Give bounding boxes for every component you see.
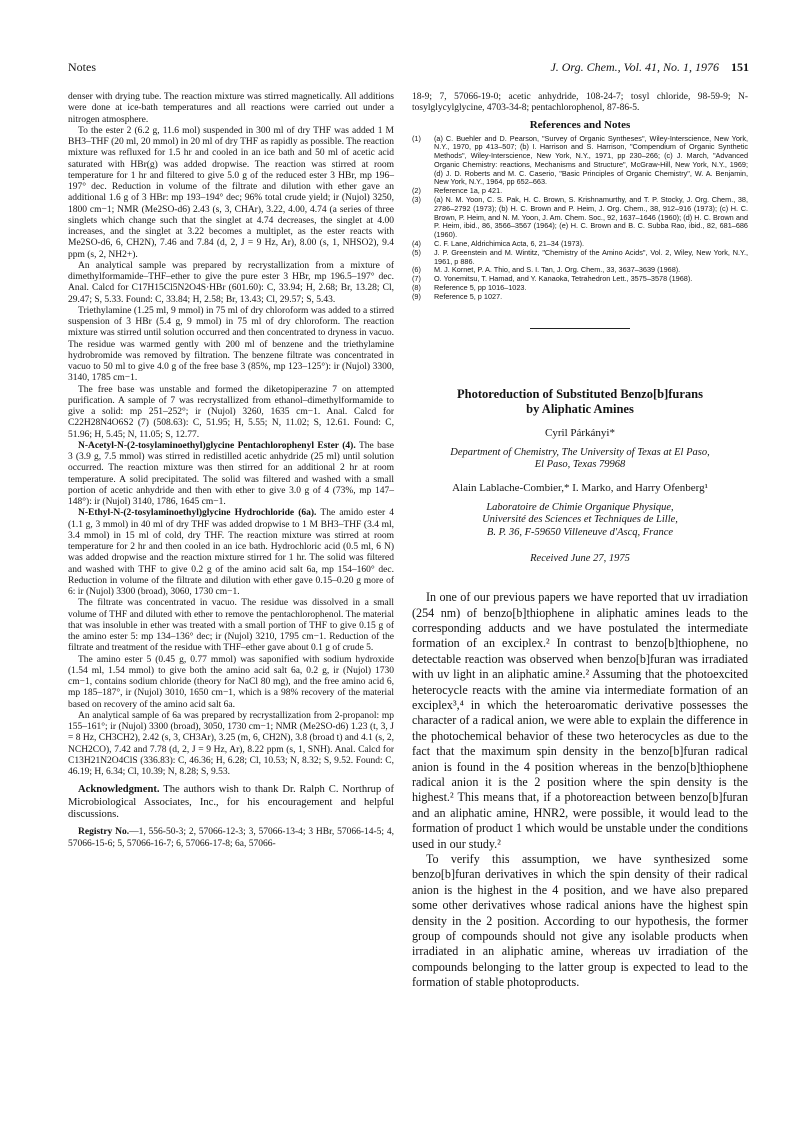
page-number: 151	[731, 60, 749, 74]
author: Cyril Párkányi*	[545, 426, 615, 439]
reference-text: O. Yonemitsu, T. Hamad, and Y. Kanaoka, Tetrahedron Lett., 3575–3578 (1968).	[434, 274, 693, 284]
reference-text: (a) N. M. Yoon, C. S. Pak, H. C. Brown, S. Krishnamurthy, and T. P. Stocky, J. Org. Chem., 38, 2786–2792 (1973); (b) H. C. Brown and P. Heim, J. Org. Chem., 38, 912–916 (1973); (c) H. C. Brown, P. Heim, and N. M. Yoon, J. Am. Chem. Soc., 92, 1637–1646 (1960); (d) H. C. Brown and P. Heim, ibid., 86, 3566–3567 (1964); (e) H. C. Brown and B. C. Subba Rao, ibid., 82, 681–686 (1960).	[434, 195, 748, 240]
reference-number: (3)	[412, 195, 421, 205]
reference-number: (8)	[412, 283, 421, 293]
title-line: by Aliphatic Amines	[526, 401, 634, 416]
paragraph: denser with drying tube. The reaction mixture was stirred magnetically. All additions were done at ice-bath temperatures and all reactions were carried out under a nitrogen atmosphere.	[68, 92, 394, 125]
reference-text: M. J. Kornet, P. A. Thio, and S. I. Tan, J. Org. Chem., 33, 3637–3639 (1968).	[434, 265, 681, 275]
reference-text: (a) C. Buehler and D. Pearson, "Survey of Organic Syntheses", Wiley-Interscience, New York, N.Y., 1970, pp 413–507; (b) I. Harrison and S. Harrison, "Compendium of Organic Synthetic Methods", Wiley-Interscience, New York, N.Y., 1971, pp 230–266; (c) J. March, "Advanced Organic Chemistry: reactions, Mechanisms and Structure", McGraw-Hill, New York, N.Y., 1969; (d) J. D. Roberts and M. C. Caserio, "Basic Principles of Organic Chemistry", W. A. Benjamin, New York, N.Y., 1964, pp 652–663.	[434, 133, 748, 187]
reference-text: C. F. Lane, Aldrichimica Acta, 6, 21–34 (1973).	[434, 239, 585, 249]
reference-number: (1)	[412, 133, 421, 143]
reference-text: Reference 5, pp 1016–1023.	[434, 283, 527, 293]
journal-name: J. Org. Chem., Vol. 41, No. 1, 1976	[550, 60, 719, 74]
reference-item	[412, 196, 748, 240]
reference-number: (6)	[412, 265, 421, 275]
paragraph: An analytical sample of 6a was prepared by recrystallization from 2-propanol: mp 155–161°; ir (Nujol) 3300 (broad), 3050, 1730 cm−1; NMR (Me2SO-d6) 1.23 (t, 3, J = 8 Hz, CH3CH2), 2.42 (s, 3, CH3Ar), 3.25 (m, 6, CH2N), 3.8 (broad t) and 4.1 (s, 2, NCH2CO), 7.42 and 7.78 (d, 2, J = 9 Hz, Ar), 8.22 ppm (s, 1, SNH). Anal. Calcd for C13H21N2O4ClS (336.83): C, 46.36; H, 6.28; Cl, 10.53; N, 8.32; S, 9.52. Found: C, 46.19; H, 6.34; Cl, 10.39; N, 8.28; S, 9.53.	[68, 710, 394, 777]
journal-citation	[550, 60, 749, 75]
references-list	[412, 135, 748, 302]
reference-number: (5)	[412, 247, 421, 257]
title-line: Photoreduction of Substituted Benzo[b]furans	[457, 386, 703, 401]
affiliation-line: Laboratoire de Chimie Organique Physique,	[486, 501, 674, 513]
paragraph	[68, 441, 394, 509]
reference-number: (4)	[412, 239, 421, 249]
affiliation-line: Université des Sciences et Techniques de Lille,	[482, 514, 678, 526]
affiliation-line: Department of Chemistry, The University of Texas at El Paso,	[450, 446, 710, 458]
paragraph: The amino ester 5 (0.45 g, 0.77 mmol) was saponified with sodium hydroxide (1.54 ml, 1.54 mmol) to give both the amino acid salt 6a, 0.2 g, ir (Nujol) 1730 cm−1, contains sodium chloride (theory for NaCl 80 mg), and the free amino acid 6, mp 185–187°, ir (Nujol) 3010, 1650 cm−1, which is a 98% recovery of the material based on recovery of the amino acid salt 6a.	[68, 654, 394, 710]
paragraph-text: The amido ester 4 (1.1 g, 3 mmol) in 40 ml of dry THF was added dropwise to 1 M BH3–THF (3.4 ml, 3.4 mmol) in 15 ml of cold, dry THF. The reaction mixture was stirred at room temperature for 2 hr and then cooled in an ice bath. Hydrochloric acid (0.5 ml, 6 N) was added dropwise and the reaction mixture stirred for 1 hr. The solid was filtered and washed with THF to give 0.2 g of the amino acid salt 6a, mp 154–160° dec. Reduction in volume of the filtrate and dilution with ether gave 0.15–0.20 g more of 6: ir (Nujol) 3300 (broad), 3060, 1730 cm−1.	[68, 508, 394, 597]
reference-text: Reference 1a, p 421.	[434, 186, 503, 196]
received-date: Received June 27, 1975	[530, 553, 630, 565]
section-label: Notes	[68, 60, 96, 74]
authors: Alain Lablache-Combier,* I. Marko, and Harry Ofenberg¹	[452, 481, 708, 494]
section-heading: N-Ethyl-N-(2-tosylaminoethyl)glycine Hydrochloride (6a).	[78, 508, 317, 519]
registry-text: —1, 556-50-3; 2, 57066-12-3; 3, 57066-13-4; 3 HBr, 57066-14-5; 4, 57066-15-6; 5, 57066-16-7; 6, 57066-17-8; 6a, 57066-	[68, 827, 394, 849]
section-divider	[530, 328, 630, 329]
right-column	[412, 92, 748, 991]
registry-heading: Registry No.	[78, 827, 130, 838]
reference-item	[412, 249, 748, 267]
paragraph: Triethylamine (1.25 ml, 9 mmol) in 75 ml of dry chloroform was added to a stirred suspension of 3 HBr (5.4 g, 9 mmol) in 75 ml of dry chloroform. The reaction mixture was stirred until solution occurred and then concentrated to dryness in vacuo. The residue was warmed gently with 200 ml of benzene and the triethylamine hydrobromide was removed by filtration. The benzene filtrate was concentrated in vacuo to 50 ml to give 4.0 g of the free base 3 (85%, mp 123–125°): ir (Nujol) 3300, 3140, 1785 cm−1.	[68, 305, 394, 384]
left-column	[68, 92, 394, 850]
affiliation	[412, 447, 748, 472]
registry-numbers	[68, 827, 394, 850]
reference-text: J. P. Greenstein and M. Wintitz, "Chemistry of the Amino Acids", Vol. 2, Wiley, New York, N.Y., 1961, p 886.	[434, 247, 748, 266]
affiliation	[412, 502, 748, 540]
paragraph: To verify this assumption, we have synthesized some benzo[b]furan derivatives in which the spin density of their radical anion is the highest in the 4 position, and we have also prepared some other derivatives whose radical anions have the highest spin density in the 2 position. According to our hypothesis, the former group of compounds should not give any isolable products when irradiated in an aliphatic amine, whereas uv irradiation of the compounds belonging to the latter group is expected to lead to the formation of stable photoproducts.	[412, 852, 748, 990]
paragraph	[68, 508, 394, 598]
reference-item	[412, 135, 748, 188]
running-header	[68, 60, 749, 76]
paragraph: An analytical sample was prepared by recrystallization from a mixture of dimethylformamide–THF–ether to give the pure ester 3 HBr, mp 196.5–197° dec. Anal. Calcd for C17H15Cl5N2O4S·HBr (601.60): C, 33.94; H, 2.68; Br, 13.28; Cl, 29.47; S, 5.33. Found: C, 33.84; H, 2.58; Br, 13.43; Cl, 29.57; S, 5.43.	[68, 260, 394, 305]
acknowledgment	[68, 784, 394, 821]
paragraph: The filtrate was concentrated in vacuo. The residue was dissolved in a small volume of THF and diluted with ether to remove the pentachlorophenol. The material that was insoluble in ether was treated with a small portion of THF to give 0.15 g of the amino ester 5: mp 134–136° dec; ir (Nujol) 3210, 1795 cm−1. Reduction of the filtrate and treatment of the residue with THF–ether gave about 0.1 g of crude 5.	[68, 598, 394, 654]
reference-number: (9)	[412, 291, 421, 301]
affiliation-line: El Paso, Texas 79968	[534, 459, 626, 471]
acknowledgment-heading: Acknowledgment.	[78, 784, 160, 796]
section-heading: N-Acetyl-N-(2-tosylaminoethyl)glycine Pentachlorophenyl Ester (4).	[78, 440, 356, 451]
paragraph-text: The base 3 (3.9 g, 7.5 mmol) was stirred in redistilled acetic anhydride (25 ml) until solution occurred. The reaction mixture was then stirred for an additional 2 hr at room temperature. A solid precipitated. The solid was filtered and washed with a small portion of acetic anhydride and then with ether to give 3.0 g of 4 (73%, mp 147–148°): ir (Nujol) 3140, 1786, 1645 cm−1.	[68, 440, 395, 507]
paragraph: In one of our previous papers we have reported that uv irradiation (254 nm) of benzo[b]thiophene in aliphatic amines leads to the corresponding adducts and we have postulated the intermediate formation of an exciplex.² In contrast to benzo[b]thiophene, no detectable reaction was observed when benzo[b]furan was irradiated with uv light in an aliphatic amine.² Assuming that the photoexcited heterocycle reacts with the amine via intermediate formation of an exciplex³,⁴ in which the heteroaromatic derivative possesses the character of a radical anion, we were able to explain the difference in the photochemical behavior of these two heterocycles as due to the fact that the maximum spin density in the benzo[b]furan radical anion is found in the 4 position whereas in the benzo[b]thiophene radical anion it is the 2 position where the spin density is the highest.² This means that, if a photoreaction between benzo[b]furan and an aliphatic amine, HNR2, were possible, it would lead to the formation of product 1 which would be unstable under the conditions used in our study.²	[412, 590, 748, 851]
article-title	[412, 387, 748, 417]
acknowledgment-text: The authors wish to thank Dr. Ralph C. Northrup of Microbiological Associates, Inc., for his encouragement and helpful discussions.	[68, 784, 394, 821]
reference-text: Reference 5, p 1027.	[434, 291, 503, 301]
reference-item	[412, 293, 748, 302]
reference-number: (7)	[412, 274, 421, 284]
references-title: References and Notes	[529, 118, 631, 131]
paragraph: To the ester 2 (6.2 g, 11.6 mol) suspended in 300 ml of dry THF was added 1 M BH3–THF (20 ml, 20 mmol) in 20 ml of dry THF as rapidly as possible. The reaction mixture was refluxed for 1.5 hr and cooled in an ice bath and 50 ml of acetic acid saturated with HBr(g) was added dropwise. The reaction was stirred at room temperature for 1 hr and filtered to give 5.0 g of the reduced ester 3 HBr, mp 196–197° dec. Reduction in volume of the filtrate and dilution with ether gave an additional 1.6 g of 3 HBr: mp 193–194° dec; 96% total crude yield; ir (Nujol) 3250, 1800 cm−1; NMR (Me2SO-d6) 2.43 (s, 3, CHAr), 3.22, 4.00, 4.74 (a series of three singlets which change such that the singlet at 4.74 decreases, the singlet at 4.00 increases, and the singlet at 3.22 becomes a multiplet, as the ester reacts with Me2SO-d6, 6, CH2N), 7.46 and 7.84 (d, 2, J = 9 Hz, Ar), 8.00 (s, 1, NHSO2), 9.4 ppm (s, 2, NH2+).	[68, 125, 394, 260]
article-body	[412, 590, 748, 991]
registry-continuation: 18-9; 7, 57066-19-0; acetic anhydride, 108-24-7; tosyl chloride, 98-59-9; N-tosylglycylglycine, 4703-34-8; pentachlorophenol, 87-86-5.	[412, 92, 748, 114]
reference-number: (2)	[412, 186, 421, 196]
paragraph: The free base was unstable and formed the diketopiperazine 7 on attempted purification. A sample of 7 was recrystallized from ethanol–dimethylformamide to give a solid: mp 251–252°; ir (Nujol) 3260, 1635 cm−1. Anal. Calcd for C22H28N4O6S2 (7) (508.63): C, 51.95; H, 5.55; N, 11.02; S, 12.61. Found: C, 51.96; H, 5.45; N, 11.05; S, 12.77.	[68, 384, 394, 440]
affiliation-line: B. P. 36, F-59650 Villeneuve d'Ascq, France	[486, 526, 674, 538]
